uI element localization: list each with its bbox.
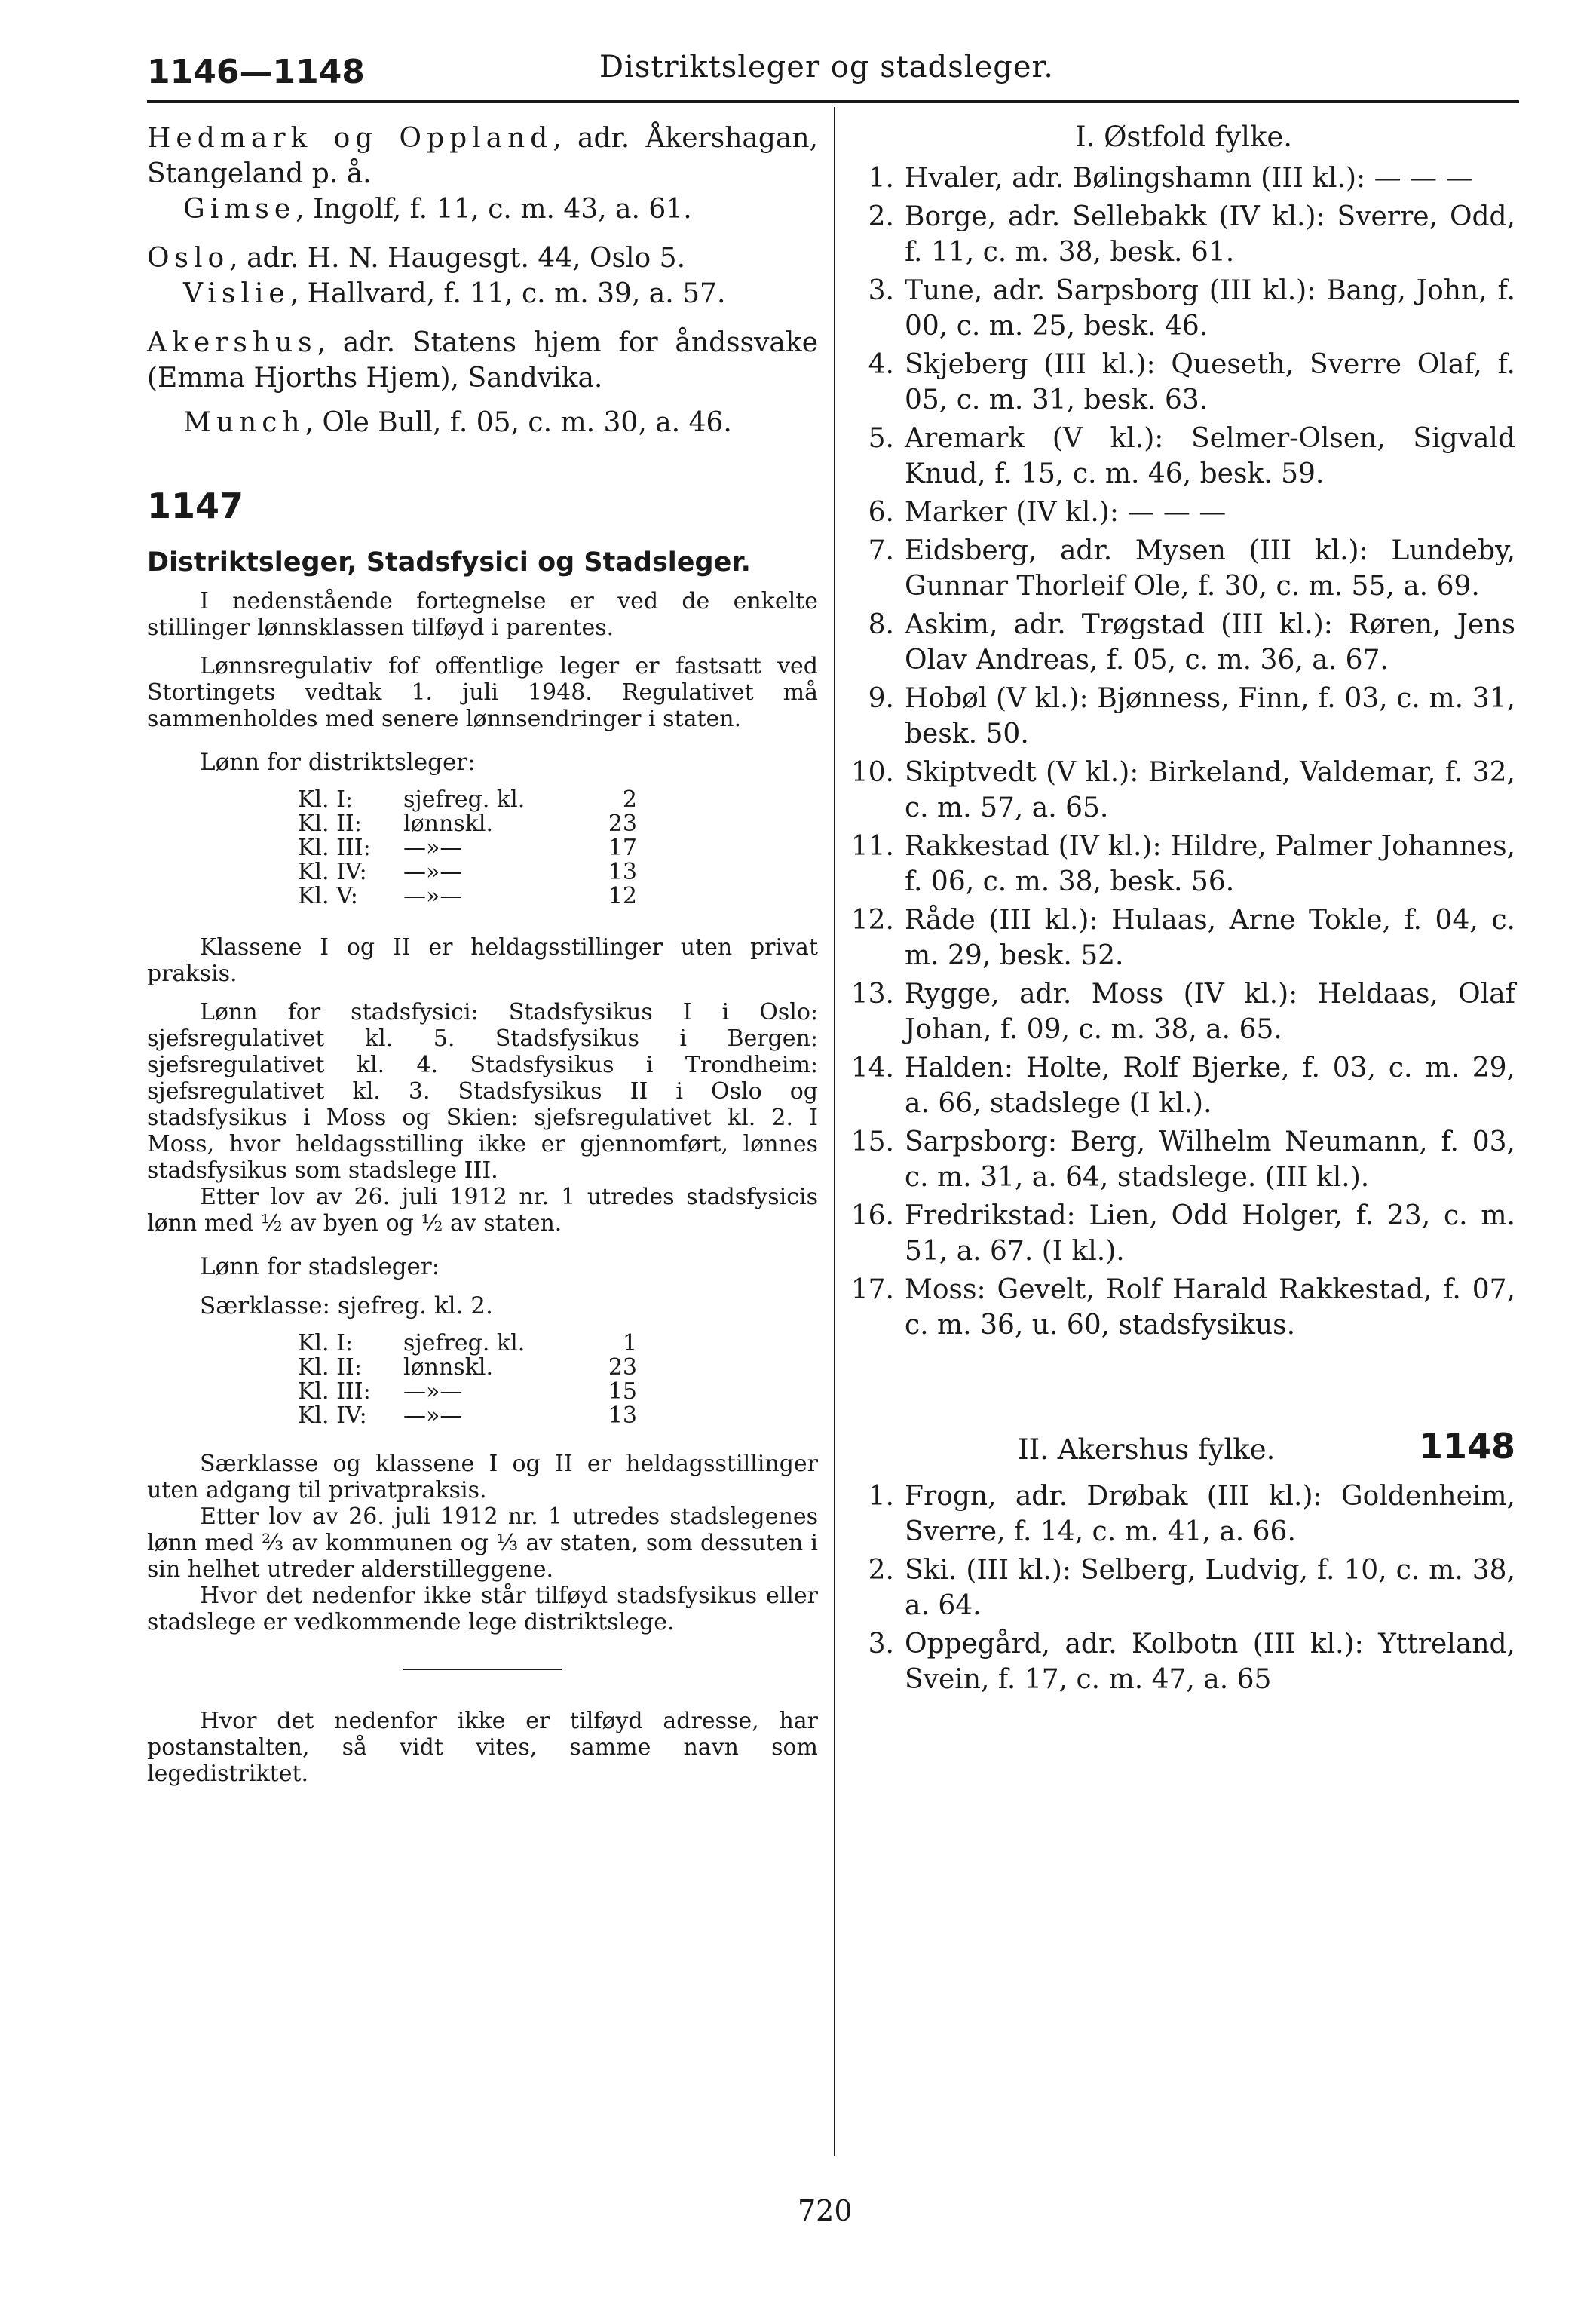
section-range: 1146—1148 — [147, 53, 365, 91]
table-row: Kl. III: —»— 15 — [298, 1378, 637, 1405]
list-item: 17. Moss: Gevelt, Rolf Harald Rakkestad, f. 07, c. m. 36, u. 60, stadsfysikus. — [850, 1274, 1515, 1341]
list-item: 2. Borge, adr. Sellebakk (IV kl.): Sverre, Odd, f. 11, c. m. 38, besk. 61. — [868, 201, 1515, 268]
list-item: 2. Ski. (III kl.): Selberg, Ludvig, f. 10, c. m. 38, a. 64. — [868, 1555, 1515, 1621]
list-item: 11. Rakkestad (IV kl.): Hildre, Palmer Johannes, f. 06, c. m. 38, besk. 56. — [850, 831, 1515, 897]
paragraph: Klassene I og II er heldagsstillinger uten privat praksis. — [147, 934, 818, 987]
paragraph: Særklasse og klassene I og II er heldagsstillinger uten adgang til privatpraksis. — [147, 1451, 818, 1503]
list-item: 3. Oppegård, adr. Kolbotn (III kl.): Yttreland, Svein, f. 17, c. m. 47, a. 65 — [868, 1629, 1515, 1695]
table-row: Kl. V: —»— 12 — [298, 883, 637, 909]
paragraph: Etter lov av 26. juli 1912 nr. 1 utredes stadslegenes lønn med ⅔ av kommunen og ⅓ av staten, som dessuten i sin helhet utreder alderstilleggene. — [147, 1503, 818, 1583]
section-title: Distriktsleger, Stadsfysici og Stadsleger. — [147, 547, 751, 578]
list-item: 14. Halden: Holte, Rolf Bjerke, f. 03, c. m. 29, a. 66, stadslege (I kl.). — [850, 1053, 1515, 1119]
right-column — [844, 121, 1523, 1697]
list-item: 4. Skjeberg (III kl.): Queseth, Sverre Olaf, f. 05, c. m. 31, besk. 63. — [868, 349, 1515, 415]
table-row: Kl. IV: —»— 13 — [298, 859, 637, 885]
fylke-title: II. Akershus fylke. — [1018, 1433, 1276, 1466]
intro-entry: Hedmark og Oppland, adr. Åkershagan, Stangeland p. å. — [147, 123, 818, 189]
list-item: 7. Eidsberg, adr. Mysen (III kl.): Lundeby, Gunnar Thorleif Ole, f. 30, c. m. 55, a. 69. — [868, 535, 1515, 602]
list-item: 13. Rygge, adr. Moss (IV kl.): Heldaas, Olaf Johan, f. 09, c. m. 38, a. 65. — [850, 979, 1515, 1045]
intro-entry: Oslo, adr. H. N. Haugesgt. 44, Oslo 5. — [147, 243, 686, 274]
paragraph: Etter lov av 26. juli 1912 nr. 1 utredes stadsfysicis lønn med ½ av byen og ½ av staten. — [147, 1184, 818, 1237]
short-rule — [403, 1669, 562, 1670]
section-number: 1147 — [147, 486, 244, 526]
running-title: Distriktsleger og stadsleger. — [599, 50, 1054, 84]
fylke-title: I. Østfold fylke. — [1074, 121, 1293, 153]
list-item: 9. Hobøl (V kl.): Bjønness, Finn, f. 03, c. m. 31, besk. 50. — [868, 683, 1515, 749]
fylke2-header — [844, 1426, 1523, 1471]
intro-entry: Gimse, Ingolf, f. 11, c. m. 43, a. 61. — [183, 194, 692, 225]
stads-special: Særklasse: sjefreg. kl. 2. — [200, 1292, 493, 1319]
stads-salary-table — [298, 1332, 645, 1428]
page-number: 720 — [798, 2194, 853, 2227]
intro-entry: Akershus, adr. Statens hjem for åndssvake (Emma Hjorths Hjem), Sandvika. — [147, 327, 818, 394]
list-item: 1. Hvaler, adr. Bølingshamn (III kl.): — — — — [868, 163, 1473, 194]
left-column — [147, 121, 818, 1787]
paragraph: Lønn for stadsfysici: Stadsfysikus I i Oslo: sjefsregulativet kl. 5. Stadsfysikus i Bergen: sjefsregulativet kl. 4. Stadsfysikus i Trondheim: sjefsregulativet kl. 3. Stadsfysikus II i Oslo og stadsfysikus i Moss og Skien: sjefsregulativet kl. 2. I Moss, hvor heldagsstilling ikke er gjennomført, lønnes stadsfysikus som stadslege III. — [147, 999, 818, 1184]
list-item: 1. Frogn, adr. Drøbak (III kl.): Goldenheim, Sverre, f. 14, c. m. 41, a. 66. — [868, 1481, 1515, 1547]
list-item: 12. Råde (III kl.): Hulaas, Arne Tokle, f. 04, c. m. 29, besk. 52. — [850, 905, 1515, 971]
table-row: Kl. II: lønnskl. 23 — [298, 811, 637, 837]
table-row: Kl. I: sjefreg. kl. 1 — [298, 1330, 637, 1356]
table-row: Kl. I: sjefreg. kl. 2 — [298, 786, 637, 813]
intro-entry: Munch, Ole Bull, f. 05, c. m. 30, a. 46. — [183, 407, 732, 438]
list-item: 8. Askim, adr. Trøgstad (III kl.): Røren, Jens Olav Andreas, f. 05, c. m. 36, a. 67. — [868, 609, 1515, 676]
table-row: Kl. II: lønnskl. 23 — [298, 1354, 637, 1381]
list-item: 10. Skiptvedt (V kl.): Birkeland, Valdemar, f. 32, c. m. 57, a. 65. — [850, 757, 1515, 823]
distrikt-salary-table — [298, 788, 645, 909]
distrikt-heading: Lønn for distriktsleger: — [200, 749, 476, 776]
list-item: 5. Aremark (V kl.): Selmer-Olsen, Sigvald Knud, f. 15, c. m. 46, besk. 59. — [868, 423, 1515, 489]
page-header — [147, 47, 1519, 100]
table-row: Kl. IV: —»— 13 — [298, 1402, 637, 1429]
paragraph: Hvor det nedenfor ikke er tilføyd adresse, har postanstalten, så vidt vites, samme navn som legedistriktet. — [147, 1708, 818, 1787]
list-item: 16. Fredrikstad: Lien, Odd Holger, f. 23, c. m. 51, a. 67. (I kl.). — [850, 1200, 1515, 1267]
paragraph: I nedenstående fortegnelse er ved de enkelte stillinger lønnsklassen tilføyd i parentes. — [147, 588, 818, 641]
list-item: 6. Marker (IV kl.): — — — — [868, 497, 1227, 528]
table-row: Kl. III: —»— 17 — [298, 835, 637, 861]
column-divider — [834, 107, 835, 2156]
list-item: 15. Sarpsborg: Berg, Wilhelm Neumann, f. 03, c. m. 31, a. 64, stadslege. (III kl.). — [850, 1126, 1515, 1193]
section-number: 1148 — [1418, 1426, 1515, 1467]
paragraph: Hvor det nedenfor ikke står tilføyd stadsfysikus eller stadslege er vedkommende lege distriktslege. — [147, 1583, 818, 1635]
list-item: 3. Tune, adr. Sarpsborg (III kl.): Bang, John, f. 00, c. m. 25, besk. 46. — [868, 275, 1515, 342]
paragraph: Lønnsregulativ fof offentlige leger er fastsatt ved Stortingets vedtak 1. juli 1948. Regulativet må sammenholdes med senere lønnsendringer i staten. — [147, 653, 818, 732]
header-rule — [147, 100, 1519, 103]
intro-entry: Vislie, Hallvard, f. 11, c. m. 39, a. 57. — [183, 278, 726, 309]
stads-heading: Lønn for stadsleger: — [200, 1253, 440, 1280]
